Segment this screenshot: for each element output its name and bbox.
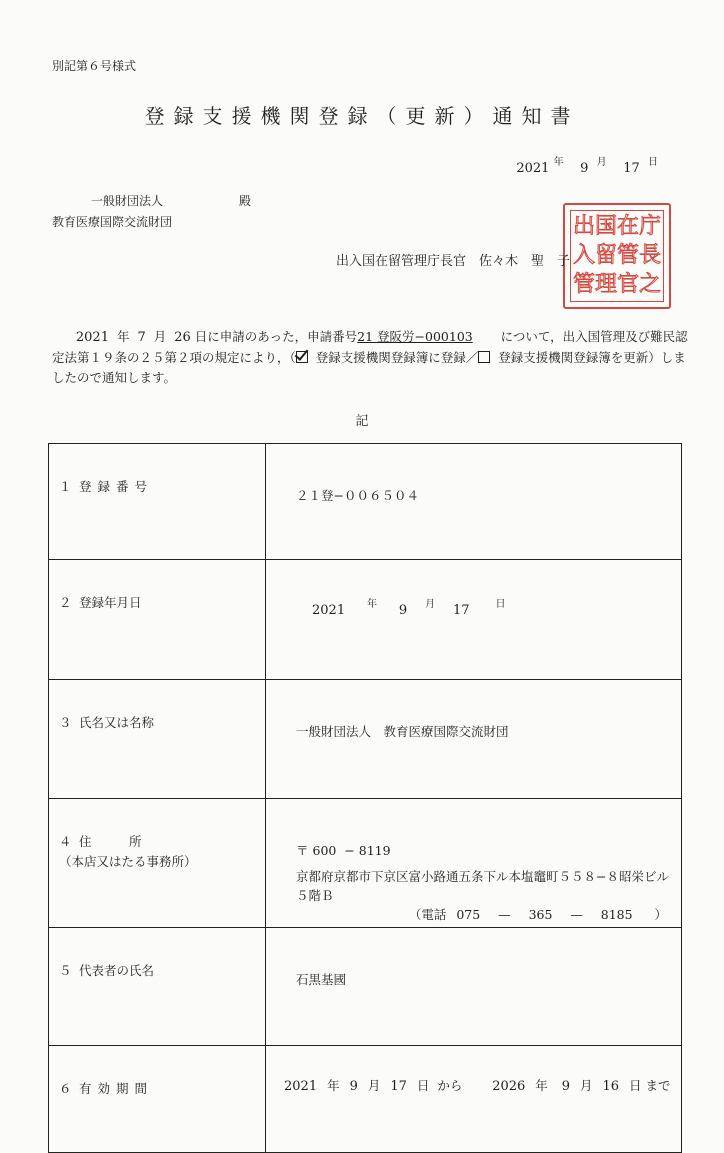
- address-label: 住 所: [79, 834, 142, 849]
- row-representative: [49, 928, 682, 1046]
- row-index: ３: [59, 715, 72, 730]
- validity-label: 有効期間: [79, 1081, 154, 1096]
- application-month-unit: 月: [153, 329, 167, 344]
- postal-first: 600: [312, 843, 337, 858]
- option-register: 登録支援機関登録簿に登録／: [315, 350, 479, 365]
- application-day: 26: [174, 330, 191, 345]
- addressee-corp-type: 一般財団法人: [91, 194, 164, 208]
- postal-mark: 〒: [296, 843, 309, 858]
- tel-separator: —: [570, 907, 583, 922]
- issue-date: [516, 157, 658, 176]
- validity-from-month: 9: [349, 1079, 358, 1094]
- issue-day-unit: 日: [648, 157, 658, 168]
- registration-month-unit: 月: [425, 599, 436, 610]
- tel-label: （電話: [408, 907, 447, 922]
- issue-year: 2021: [516, 161, 550, 176]
- name-value: 一般財団法人 教育医療国際交流財団: [296, 724, 509, 739]
- notice-text-2: について，出入国管理及び難民認定法第１９条の２５第２項の規定により，（: [52, 329, 688, 365]
- application-year-unit: 年: [116, 329, 130, 344]
- tel-number: 8185: [600, 907, 633, 922]
- row-index: ５: [59, 963, 72, 978]
- addressee-honorific: 殿: [239, 194, 252, 208]
- checkbox-register-checked: [296, 351, 308, 363]
- row-validity: [49, 1046, 682, 1153]
- seal-character: 入: [573, 242, 596, 268]
- checkbox-update-unchecked: [478, 351, 490, 363]
- issue-day: 17: [623, 161, 640, 176]
- validity-to-month: 9: [561, 1079, 571, 1094]
- row-address: [49, 799, 682, 928]
- address-sub-label: （本店又はたる事務所）: [59, 854, 197, 869]
- tel-close: ）: [654, 907, 667, 922]
- representative-value: 石黒基國: [296, 972, 347, 987]
- telephone: [296, 905, 681, 923]
- seal-character: 長: [639, 242, 662, 268]
- validity-to-year: 2026: [492, 1079, 526, 1094]
- registration-day: 17: [453, 603, 470, 618]
- issue-year-unit: 年: [553, 157, 564, 168]
- tel-exchange: 365: [528, 907, 553, 922]
- registration-number-label: 登録番号: [79, 479, 154, 494]
- seal-character: 庁: [639, 214, 662, 240]
- validity-from-word: から: [437, 1078, 463, 1093]
- form-number: 別記第６号様式: [52, 59, 137, 73]
- document-title: 登録支援機関登録（更新）通知書: [144, 104, 580, 128]
- seal-character: 理: [595, 271, 618, 297]
- seal-character: 国: [595, 214, 618, 240]
- seal-character: 之: [639, 271, 662, 297]
- row-registration-date: [49, 560, 682, 680]
- issue-month: 9: [580, 161, 589, 176]
- tel-area: 075: [456, 907, 481, 922]
- application-number: 21 登阪労−000103: [357, 329, 473, 344]
- registration-number-value: ２１登−００６５０４: [296, 488, 419, 503]
- validity-day-unit: 日: [629, 1078, 642, 1093]
- application-year: 2021: [75, 330, 109, 345]
- row-index: ４: [59, 834, 72, 849]
- notice-text-1: 日に申請のあった，申請番号: [194, 329, 358, 344]
- row-index: ６: [59, 1081, 72, 1096]
- seal-character: 出: [573, 214, 596, 240]
- issue-month-unit: 月: [596, 157, 607, 168]
- validity-year-unit: 年: [327, 1078, 340, 1093]
- official-seal: [563, 203, 671, 309]
- registration-year: 2021: [312, 603, 346, 618]
- seal-character: 官: [617, 271, 640, 297]
- registration-month: 9: [398, 603, 408, 618]
- row-index: １: [59, 479, 72, 494]
- registration-date-label: 登録年月日: [79, 595, 142, 610]
- notice-paragraph: [52, 327, 692, 388]
- seal-character: 管: [617, 242, 640, 268]
- registration-day-unit: 日: [495, 599, 506, 610]
- seal-character: 留: [595, 242, 618, 268]
- row-name: [49, 680, 682, 799]
- validity-month-unit: 月: [580, 1078, 593, 1093]
- addressee-name: 教育医療国際交流財団: [52, 215, 173, 229]
- registration-year-unit: 年: [367, 599, 377, 610]
- ki-heading: 記: [355, 414, 369, 429]
- application-month: 7: [137, 330, 146, 345]
- validity-year-unit: 年: [535, 1078, 548, 1093]
- validity-from-day: 17: [390, 1079, 407, 1094]
- option-update: 登録支援機関登録簿を更新）しましたので通知します。: [52, 350, 686, 385]
- issuer-name: 出入国在留管理庁長官 佐々木 聖 子: [336, 254, 571, 269]
- seal-character: 管: [573, 271, 596, 297]
- validity-from-year: 2021: [284, 1079, 318, 1094]
- row-index: ２: [59, 595, 72, 610]
- checkmark-icon: [294, 346, 308, 360]
- validity-month-unit: 月: [367, 1078, 381, 1093]
- address-value: 京都府京都市下京区富小路通五条下ル本塩竈町５５８−８昭栄ビル５階Ｂ: [296, 869, 669, 903]
- postal-code: [296, 841, 681, 859]
- name-label: 氏名又は名称: [79, 715, 155, 730]
- seal-character: 在: [617, 214, 640, 240]
- tel-separator: —: [498, 907, 511, 922]
- registration-table: [48, 443, 682, 1153]
- postal-second: 8119: [358, 843, 391, 858]
- validity-to-day: 16: [602, 1079, 620, 1094]
- row-registration-number: [49, 444, 682, 560]
- representative-label: 代表者の氏名: [79, 963, 155, 978]
- validity-day-unit: 日: [416, 1078, 430, 1093]
- validity-to-word: まで: [645, 1078, 671, 1093]
- postal-separator: −: [344, 843, 355, 858]
